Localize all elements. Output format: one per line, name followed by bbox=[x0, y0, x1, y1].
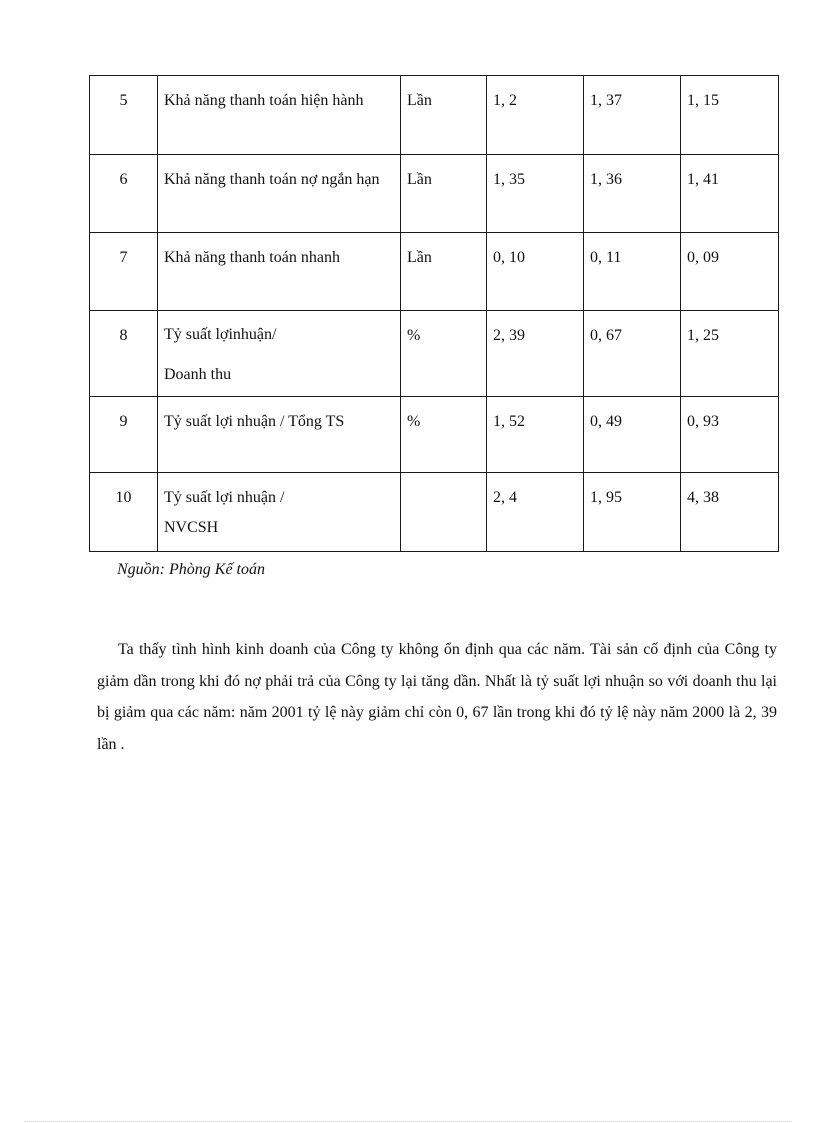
indicator-name bbox=[158, 311, 401, 397]
value-2002: 1, 25 bbox=[681, 311, 779, 397]
table-row bbox=[90, 397, 779, 473]
indicator-name bbox=[158, 473, 401, 552]
unit bbox=[401, 473, 487, 552]
value-2000: 1, 2 bbox=[487, 76, 584, 155]
value-2001: 1, 95 bbox=[584, 473, 681, 552]
value-2000: 1, 35 bbox=[487, 155, 584, 233]
table-row bbox=[90, 76, 779, 155]
page-footer-divider bbox=[24, 1121, 792, 1122]
table-row bbox=[90, 155, 779, 233]
analysis-paragraph: Ta thấy tình hình kinh doanh của Công ty không ổn định qua các năm. Tài sản cố định của Công ty giảm dần trong khi đó nợ phải trả của Công ty lại tăng dần. Nhất là tỷ suất lợi nhuận so với doanh thu lại bị giảm qua các năm: năm 2001 tỷ lệ này giảm chỉ còn 0, 67 lần trong khi đó tỷ lệ này năm 2000 là 2, 39 lần . bbox=[97, 641, 777, 753]
value-2001: 1, 37 bbox=[584, 76, 681, 155]
value-2002: 0, 93 bbox=[681, 397, 779, 473]
unit: Lần bbox=[401, 233, 487, 311]
value-2002: 0, 09 bbox=[681, 233, 779, 311]
value-2000: 2, 4 bbox=[487, 473, 584, 552]
row-number: 5 bbox=[90, 76, 158, 155]
unit: Lần bbox=[401, 155, 487, 233]
indicator-name-line: NVCSH bbox=[164, 519, 219, 536]
table-row bbox=[90, 233, 779, 311]
value-2001: 0, 49 bbox=[584, 397, 681, 473]
indicator-name-line: Doanh thu bbox=[164, 366, 232, 383]
value-2001: 1, 36 bbox=[584, 155, 681, 233]
value-2002: 4, 38 bbox=[681, 473, 779, 552]
source-note: Nguồn: Phòng Kế toán bbox=[117, 561, 265, 578]
value-2000: 2, 39 bbox=[487, 311, 584, 397]
indicator-name: Khả năng thanh toán nhanh bbox=[158, 233, 401, 311]
value-2000: 0, 10 bbox=[487, 233, 584, 311]
value-2001: 0, 11 bbox=[584, 233, 681, 311]
unit: % bbox=[401, 311, 487, 397]
row-number: 6 bbox=[90, 155, 158, 233]
table-row bbox=[90, 473, 779, 552]
indicator-name-line: Tỷ suất lợinhuận/ bbox=[164, 326, 277, 343]
unit: % bbox=[401, 397, 487, 473]
value-2002: 1, 41 bbox=[681, 155, 779, 233]
unit: Lần bbox=[401, 76, 487, 155]
row-number: 9 bbox=[90, 397, 158, 473]
value-2002: 1, 15 bbox=[681, 76, 779, 155]
row-number: 8 bbox=[90, 311, 158, 397]
indicator-name: Khả năng thanh toán hiện hành bbox=[158, 76, 401, 155]
value-2001: 0, 67 bbox=[584, 311, 681, 397]
row-number: 10 bbox=[90, 473, 158, 552]
row-number: 7 bbox=[90, 233, 158, 311]
table-row bbox=[90, 311, 779, 397]
indicator-name: Khả năng thanh toán nợ ngắn hạn bbox=[158, 155, 401, 233]
value-2000: 1, 52 bbox=[487, 397, 584, 473]
indicator-name-line: Tỷ suất lợi nhuận / bbox=[164, 489, 285, 506]
financial-ratios-table bbox=[89, 75, 779, 552]
indicator-name: Tỷ suất lợi nhuận / Tổng TS bbox=[158, 397, 401, 473]
